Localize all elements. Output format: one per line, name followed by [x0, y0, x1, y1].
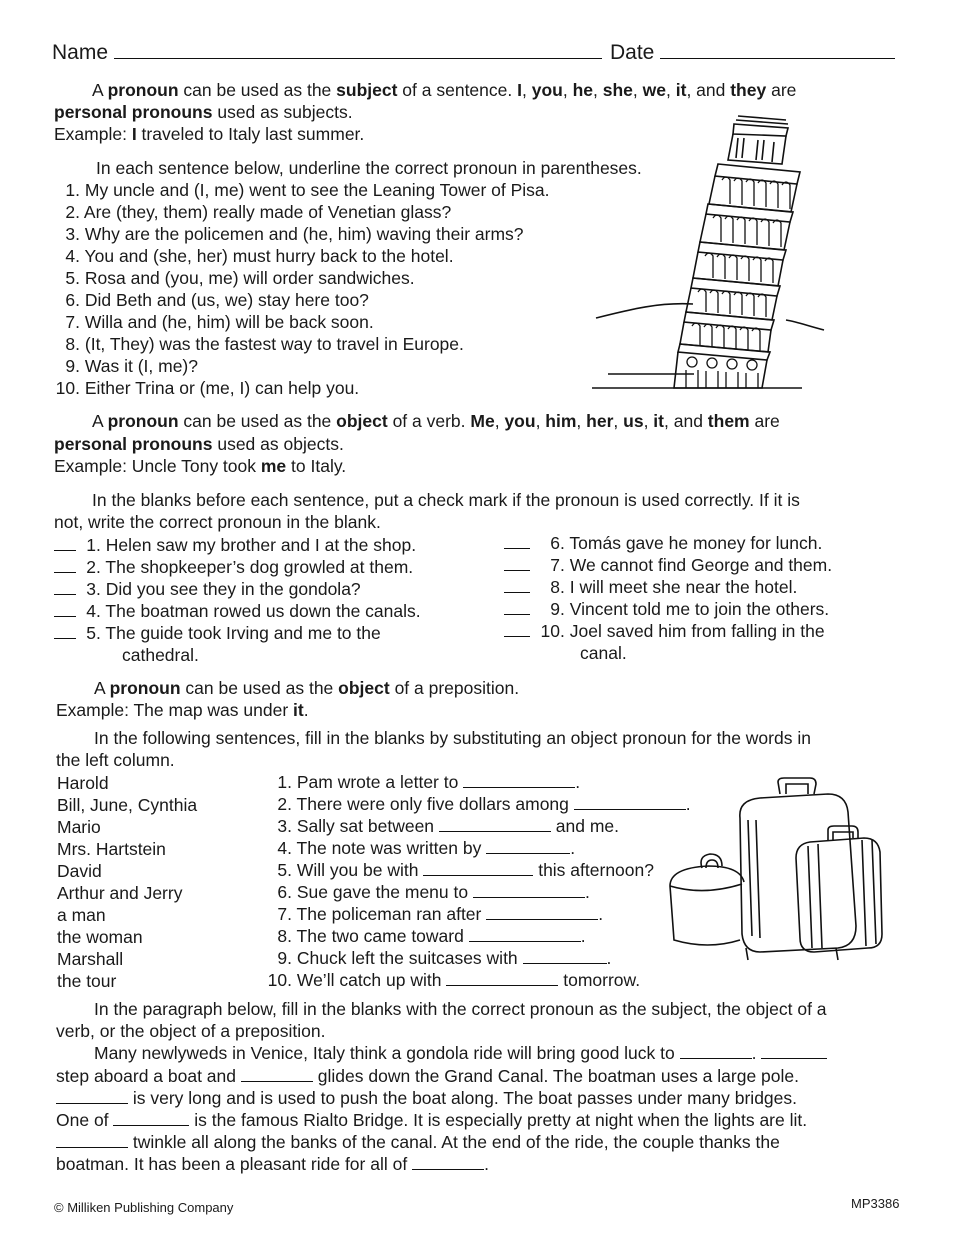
list-item: 8. I will meet she near the hotel.	[504, 576, 832, 598]
list-item: 7. We cannot find George and them.	[504, 554, 832, 576]
answer-blank[interactable]	[54, 538, 76, 551]
answer-blank[interactable]	[504, 558, 530, 571]
list-item: 9. Vincent told me to join the others.	[504, 598, 832, 620]
name-label: Name	[52, 41, 109, 64]
answer-blank[interactable]	[54, 626, 76, 639]
list-item: 6. Tomás gave he money for lunch.	[504, 532, 832, 554]
list-item: 6. Did Beth and (us, we) stay here too?	[65, 290, 369, 310]
left-word: a man	[57, 905, 106, 925]
fill-blank[interactable]	[412, 1155, 484, 1170]
fill-blank[interactable]	[446, 971, 558, 986]
list-item: 4. You and (she, her) must hurry back to the hotel.	[65, 246, 454, 266]
paragraph-line-2: step aboard a boat and glides down the Grand Canal. The boatman uses a large pole.	[56, 1066, 799, 1086]
section4-instruction-1: In the paragraph below, fill in the blanks with the correct pronoun as the subject, the object of a	[94, 999, 827, 1019]
list-item: 1. Pam wrote a letter to .	[277, 772, 581, 792]
paragraph-line-6: boatman. It has been a pleasant ride for all of .	[56, 1154, 489, 1174]
section3-instruction-1: In the following sentences, fill in the blanks by substituting an object pronoun for the words in	[94, 728, 811, 748]
left-word: the tour	[57, 971, 117, 991]
section2-intro-line2: personal pronouns used as objects.	[54, 434, 344, 454]
fill-blank[interactable]	[486, 905, 598, 920]
paragraph-line-4: One of is the famous Rialto Bridge. It is especially pretty at night when the lights are lit.	[56, 1110, 808, 1130]
answer-blank[interactable]	[504, 580, 530, 593]
list-item: 6. Sue gave the menu to .	[277, 882, 590, 902]
section2-example: Example: Uncle Tony took me to Italy.	[54, 456, 347, 476]
fill-blank[interactable]	[423, 861, 533, 876]
paragraph-line-5: twinkle all along the banks of the canal. At the end of the ride, the couple thanks the	[56, 1131, 780, 1153]
answer-blank[interactable]	[54, 582, 76, 595]
fill-blank[interactable]	[56, 1089, 128, 1104]
list-item: 2. The shopkeeper’s dog growled at them.	[54, 556, 421, 578]
paragraph-line-1: Many newlyweds in Venice, Italy think a gondola ride will bring good luck to .	[94, 1042, 827, 1064]
fill-blank[interactable]	[523, 949, 607, 964]
paragraph-line-3: is very long and is used to push the boat along. The boat passes under many bridges.	[56, 1087, 797, 1109]
leaning-tower-illustration	[588, 112, 828, 394]
section3-intro: A pronoun can be used as the object of a preposition.	[94, 678, 520, 698]
list-item: 2. Are (they, them) really made of Venetian glass?	[65, 202, 452, 222]
fill-blank[interactable]	[463, 773, 575, 788]
date-label: Date	[610, 41, 655, 64]
list-item: 1. Helen saw my brother and I at the shop.	[54, 534, 421, 556]
section3-instruction-2: the left column.	[56, 750, 175, 770]
section1-list	[54, 179, 550, 399]
list-item: 5. Will you be with this afternoon?	[277, 860, 654, 880]
list-item: 4. The boatman rowed us down the canals.	[54, 600, 421, 622]
fill-blank[interactable]	[473, 883, 585, 898]
fill-blank[interactable]	[761, 1044, 827, 1059]
section2-instruction-2: not, write the correct pronoun in the blank.	[54, 512, 381, 532]
section1-instruction: In each sentence below, underline the correct pronoun in parentheses.	[96, 158, 642, 178]
fill-blank[interactable]	[680, 1044, 752, 1059]
list-item: 2. There were only five dollars among .	[277, 794, 691, 814]
section3-list	[266, 771, 691, 991]
answer-blank[interactable]	[504, 602, 530, 615]
section3-example: Example: The map was under it.	[56, 700, 309, 720]
product-code: MP3386	[851, 1196, 900, 1211]
answer-blank[interactable]	[504, 624, 530, 637]
section1-example: Example: I traveled to Italy last summer.	[54, 124, 365, 144]
date-blank[interactable]	[660, 44, 895, 59]
fill-blank[interactable]	[439, 817, 551, 832]
list-item: 3. Why are the policemen and (he, him) waving their arms?	[65, 224, 524, 244]
list-item: 10. Joel saved him from falling in the	[504, 620, 832, 642]
name-blank[interactable]	[114, 44, 602, 59]
suitcases-illustration	[668, 776, 886, 966]
fill-blank[interactable]	[56, 1133, 128, 1148]
list-item: 3. Sally sat between and me.	[277, 816, 620, 836]
list-item-continuation: cathedral.	[122, 645, 199, 665]
list-item: 4. The note was written by .	[277, 838, 576, 858]
fill-blank[interactable]	[113, 1111, 189, 1126]
left-word: the woman	[57, 927, 143, 947]
list-item: 5. The guide took Irving and me to the	[54, 622, 421, 644]
left-word: Mario	[57, 817, 101, 837]
list-item: 1. My uncle and (I, me) went to see the Leaning Tower of Pisa.	[65, 180, 550, 200]
list-item: 8. (It, They) was the fastest way to travel in Europe.	[65, 334, 464, 354]
answer-blank[interactable]	[54, 560, 76, 573]
section2-left-list	[54, 534, 421, 666]
section3-left-words	[57, 772, 197, 992]
list-item: 8. The two came toward .	[277, 926, 586, 946]
list-item: 10. Either Trina or (me, I) can help you.	[55, 378, 360, 398]
list-item-continuation: canal.	[580, 643, 627, 663]
fill-blank[interactable]	[469, 927, 581, 942]
fill-blank[interactable]	[486, 839, 570, 854]
name-field	[52, 42, 602, 64]
answer-blank[interactable]	[504, 536, 530, 549]
section4-instruction-2: verb, or the object of a preposition.	[56, 1021, 326, 1041]
copyright: © Milliken Publishing Company	[54, 1200, 234, 1215]
list-item: 9. Chuck left the suitcases with .	[277, 948, 612, 968]
list-item: 7. The policeman ran after .	[277, 904, 604, 924]
list-item: 10. We’ll catch up with tomorrow.	[267, 970, 641, 990]
fill-blank[interactable]	[241, 1067, 313, 1082]
list-item: 9. Was it (I, me)?	[65, 356, 198, 376]
answer-blank[interactable]	[54, 604, 76, 617]
section2-intro: A pronoun can be used as the object of a verb. Me, you, him, her, us, it, and them are	[92, 411, 780, 431]
list-item: 7. Willa and (he, him) will be back soon.	[65, 312, 374, 332]
left-word: David	[57, 861, 102, 881]
section1-intro: A pronoun can be used as the subject of a sentence. I, you, he, she, we, it, and they are	[92, 80, 797, 100]
left-word: Arthur and Jerry	[57, 883, 183, 903]
section2-instruction-1: In the blanks before each sentence, put a check mark if the pronoun is used correctly. If it is	[92, 490, 800, 510]
left-word: Marshall	[57, 949, 124, 969]
section2-right-list	[504, 532, 832, 664]
left-word: Mrs. Hartstein	[57, 839, 166, 859]
left-word: Harold	[57, 773, 109, 793]
list-item: 3. Did you see they in the gondola?	[54, 578, 421, 600]
section1-intro-line2: personal pronouns used as subjects.	[54, 102, 353, 122]
date-field	[610, 42, 895, 64]
list-item: 5. Rosa and (you, me) will order sandwiches.	[65, 268, 415, 288]
left-word: Bill, June, Cynthia	[57, 795, 198, 815]
